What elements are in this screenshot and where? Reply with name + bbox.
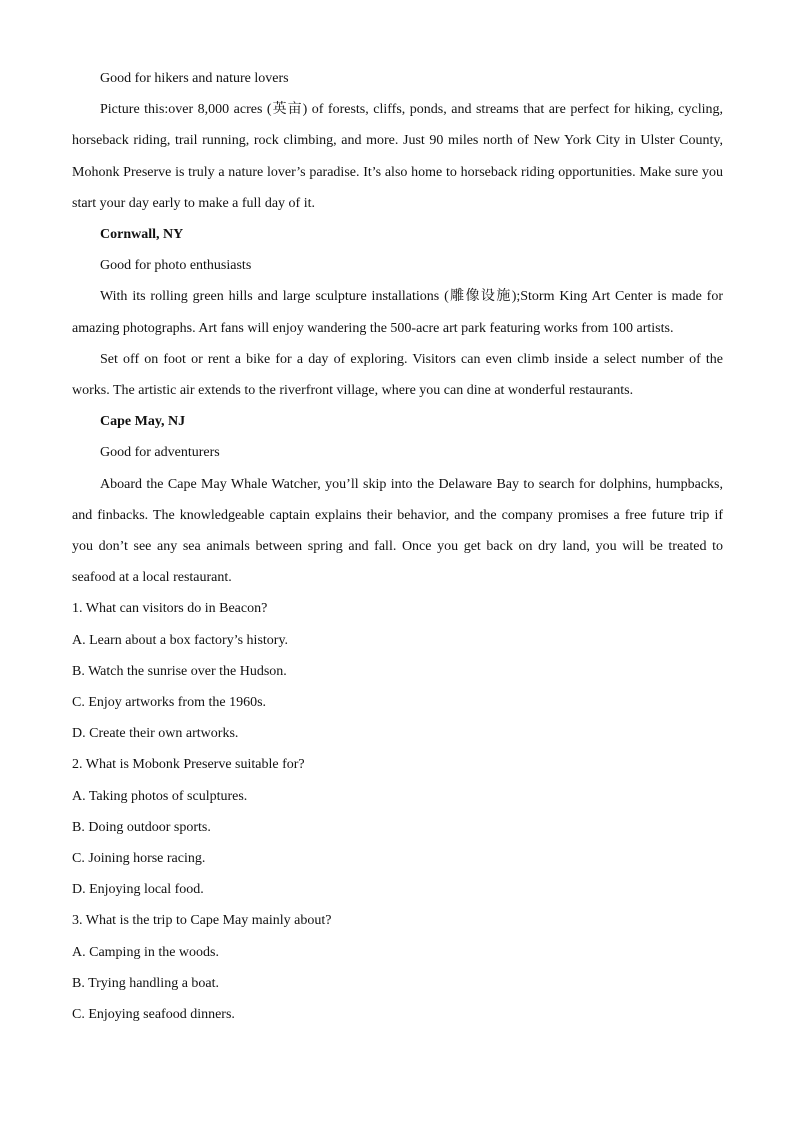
question-text: 1. What can visitors do in Beacon? — [72, 601, 268, 617]
option-c: C. Joining horse racing. — [72, 851, 206, 867]
option-a: A. Camping in the woods. — [72, 944, 219, 960]
option-c: C. Enjoying seafood dinners. — [72, 1007, 235, 1023]
capemay-tagline: Good for adventurers — [100, 445, 220, 461]
cornwall-tagline: Good for photo enthusiasts — [100, 258, 252, 274]
option-a: A. Learn about a box factory’s history. — [72, 632, 289, 648]
question-3 — [72, 905, 723, 1030]
question-text: 2. What is Mobonk Preserve suitable for? — [72, 757, 305, 773]
capemay-paragraph: Aboard the Cape May Whale Watcher, you’ll skip into the Delaware Bay to search for dolphins, humpbacks, and finbacks. The knowledgeable captain explains their behavior, and the company promises a free future trip if you don’t see any sea animals between spring and fall. Once you get back on dry land, you will be treated to seafood at a local restaurant. — [72, 476, 723, 586]
option-d: D. Create their own artworks. — [72, 726, 239, 742]
question-text: 3. What is the trip to Cape May mainly about? — [72, 913, 332, 929]
option-a: A. Taking photos of sculptures. — [72, 788, 248, 804]
question-1 — [72, 593, 723, 749]
document-page — [72, 63, 723, 1030]
option-c: C. Enjoy artworks from the 1960s. — [72, 695, 267, 711]
mohonk-description: Picture this:over 8,000 acres (英亩) of forests, cliffs, ponds, and streams that are perfect for hiking, cycling, horseback riding, trail running, rock climbing, and more. Just 90 miles north of New York City in Ulster County, Mohonk Preserve is truly a nature lover’s paradise. It’s also home to horseback riding opportunities. Make sure you start your day early to make a full day of it. — [72, 102, 723, 211]
option-b: B. Trying handling a boat. — [72, 975, 220, 991]
capemay-heading: Cape May, NJ — [100, 414, 186, 430]
option-b: B. Doing outdoor sports. — [72, 819, 211, 835]
option-b: B. Watch the sunrise over the Hudson. — [72, 663, 287, 679]
cornwall-heading: Cornwall, NY — [100, 227, 184, 243]
mohonk-tagline: Good for hikers and nature lovers — [100, 71, 289, 86]
option-d: D. Enjoying local food. — [72, 882, 204, 898]
question-2 — [72, 749, 723, 905]
cornwall-paragraph-2: Set off on foot or rent a bike for a day of exploring. Visitors can even climb inside a select number of the works. The artistic air extends to the riverfront village, where you can dine at wonderful restaurants. — [72, 351, 723, 399]
cornwall-paragraph-1: With its rolling green hills and large sculpture installations (雕像设施);Storm King Art Center is made for amazing photographs. Art fans will enjoy wandering the 500-acre art park featuring works from 100 artists. — [72, 289, 723, 336]
